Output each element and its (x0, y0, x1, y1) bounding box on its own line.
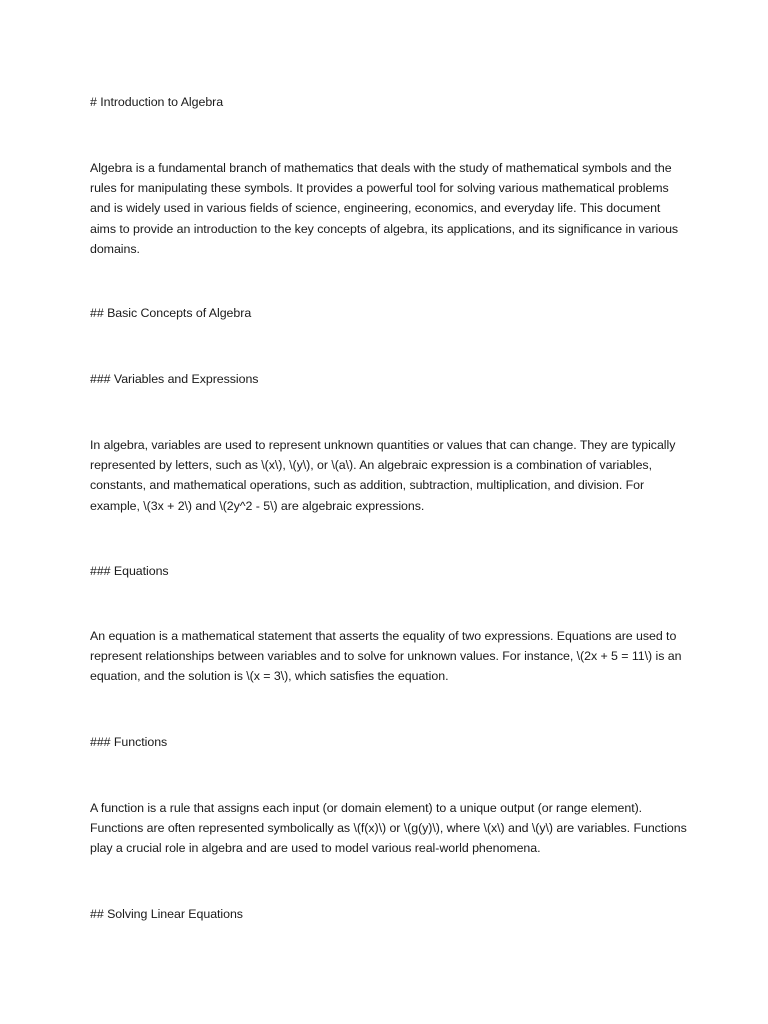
functions-paragraph: A function is a rule that assigns each input (or domain element) to a unique output (or range element). Functions are often represented symbolically as \(f(x)\) or \(g(y)\), where \(x\) and \(y\) are variables. Functions play a crucial role in algebra and are used to model various real-world phenomena. (90, 801, 687, 856)
equations-paragraph: An equation is a mathematical statement that asserts the equality of two expressions. Equations are used to represent relationships between variables and to solve for unknown values. For instance, \(2x + 5 = 11\) is an equation, and the solution is \(x = 3\), which satisfies the equation. (90, 629, 682, 684)
heading-introduction: # Introduction to Algebra (90, 95, 224, 109)
heading-variables-expressions: ### Variables and Expressions (90, 372, 259, 386)
intro-paragraph: Algebra is a fundamental branch of mathematics that deals with the study of mathematical symbols and the rules for manipulating these symbols. It provides a powerful tool for solving various mathematical problems and is widely used in various fields of science, engineering, economics, and everyday life. This document aims to provide an introduction to the key concepts of algebra, its applications, and its significance in various domains. (90, 161, 679, 256)
heading-equations: ### Equations (90, 564, 169, 578)
heading-solving-linear-equations: ## Solving Linear Equations (90, 907, 243, 921)
heading-basic-concepts: ## Basic Concepts of Algebra (90, 306, 252, 320)
variables-paragraph: In algebra, variables are used to represent unknown quantities or values that can change. They are typically represented by letters, such as \(x\), \(y\), or \(a\). An algebraic expression is a combination of variables, constants, and mathematical operations, such as addition, subtraction, multiplication, and division. For example, \(3x + 2\) and \(2y^2 - 5\) are algebraic expressions. (90, 438, 676, 513)
heading-functions: ### Functions (90, 735, 168, 749)
